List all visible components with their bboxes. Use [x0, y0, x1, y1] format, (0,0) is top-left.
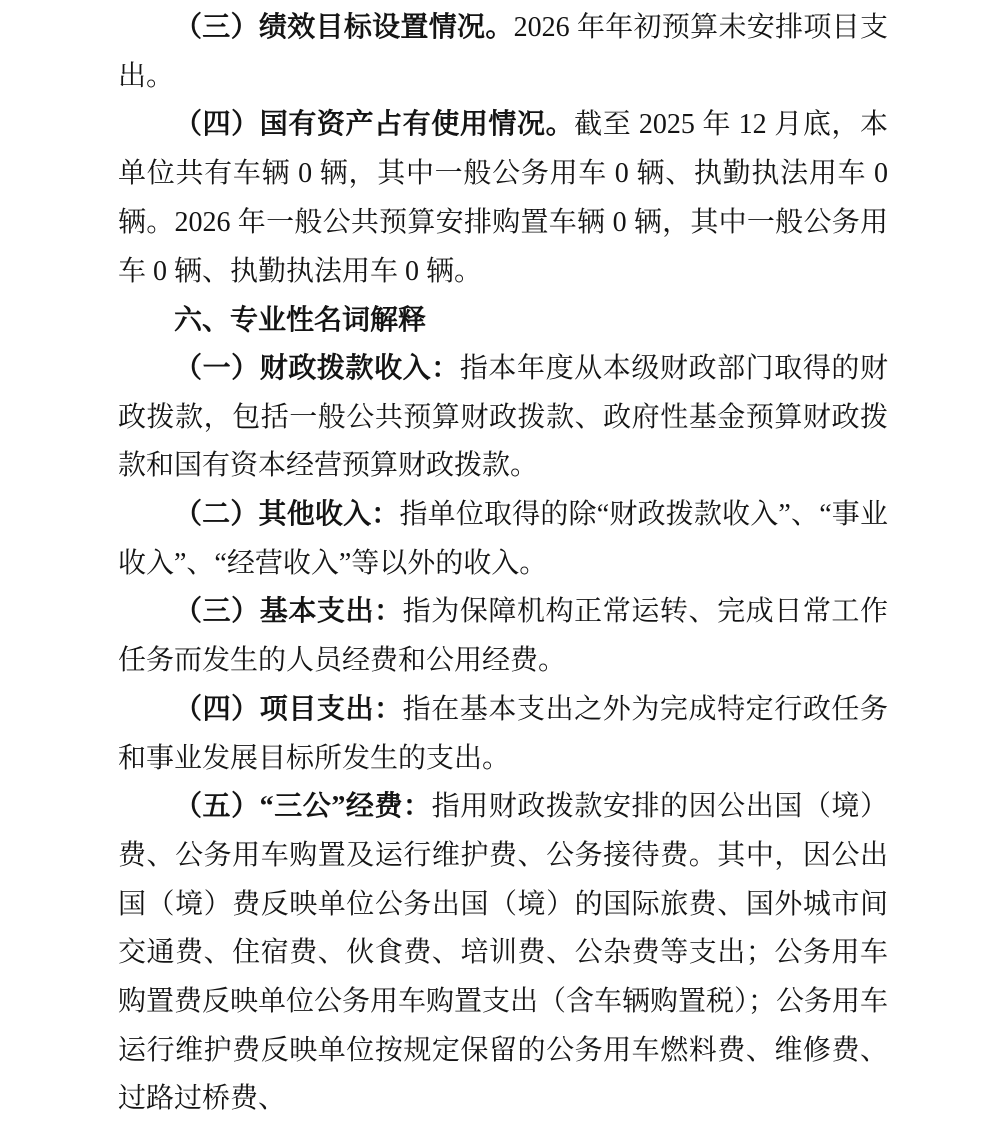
- paragraph-state-assets: [118, 101, 888, 296]
- term-definition: 指用财政拨款安排的因公出国（境）费、公务用车购置及运行维护费、公务接待费。其中，因公出国（境）费反映单位公务出国（境）的国际旅费、国外城市间交通费、住宿费、伙食费、培训费、公杂费等支出；公务用车购置费反映单位公务用车购置支出（含车辆购置税）；公务用车运行维护费反映单位按规定保留的公务用车燃料费、维修费、过路过桥费、: [118, 791, 889, 1115]
- term-lead: （四）项目支出：: [174, 693, 403, 725]
- paragraph-performance-targets: [118, 4, 888, 101]
- paragraph-body: 2026 年年初预算未安排项目支出。: [118, 12, 888, 92]
- document-text-block: [118, 4, 888, 1124]
- term-definition: 指在基本支出之外为完成特定行政任务和事业发展目标所发生的支出。: [118, 693, 888, 774]
- paragraph-lead: （三）绩效目标设置情况。: [174, 12, 514, 43]
- paragraph-lead: （四）国有资产占有使用情况。: [174, 109, 575, 141]
- term-definition: 指本年度从本级财政部门取得的财政拨款，包括一般公共预算财政拨款、政府性基金预算财政拨款和国有资本经营预算财政拨款。: [118, 352, 888, 482]
- heading-text: 六、专业性名词解释: [174, 304, 427, 336]
- paragraph-def-basic-expenditure: [118, 588, 888, 685]
- term-lead: （三）基本支出：: [174, 596, 403, 628]
- heading-terminology-section: [118, 296, 888, 345]
- paragraph-def-three-public-funds: [118, 783, 888, 1124]
- term-definition: 指为保障机构正常运转、完成日常工作任务而发生的人员经费和公用经费。: [118, 596, 888, 677]
- term-definition: 指单位取得的除“财政拨款收入”、“事业收入”、“经营收入”等以外的收入。: [118, 499, 888, 579]
- term-lead: （一）财政拨款收入：: [174, 352, 460, 384]
- term-lead: （二）其他收入：: [174, 499, 400, 531]
- term-lead: （五）“三公”经费：: [174, 791, 432, 823]
- paragraph-def-project-expenditure: [118, 686, 888, 783]
- paragraph-def-other-income: [118, 491, 888, 588]
- paragraph-body: 截至 2025 年 12 月底，本单位共有车辆 0 辆，其中一般公务用车 0 辆、执勤执法用车 0 辆。2026 年一般公共预算安排购置车辆 0 辆，其中一般公务用车 0 辆、执勤执法用车 0 辆。: [118, 109, 888, 287]
- paragraph-def-fiscal-appropriation-income: [118, 345, 888, 491]
